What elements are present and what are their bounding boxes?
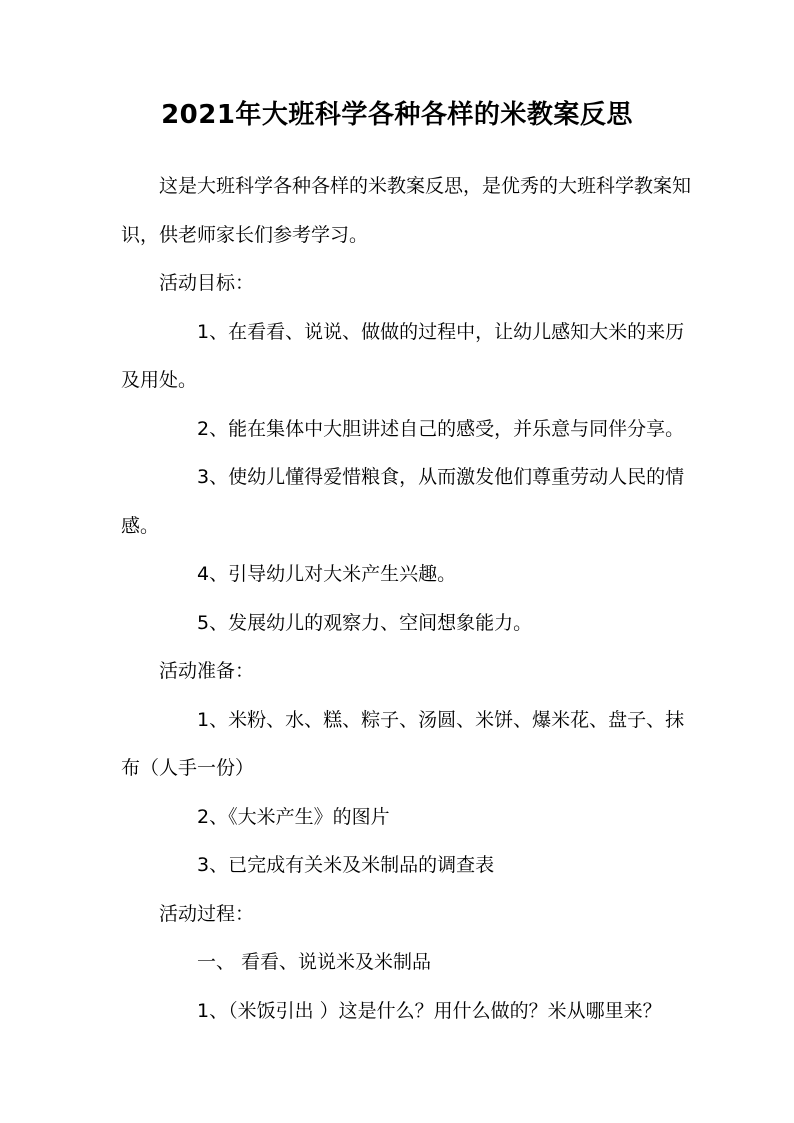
process-section-1: 一、 看看、说说米及米制品 xyxy=(197,951,432,973)
preparation-item-2: 2、《大米产生》的图片 xyxy=(197,805,390,828)
goal-item-2: 2、能在集体中大胆讲述自己的感受，并乐意与同伴分享。 xyxy=(197,417,685,440)
goal-item-1-line-1: 1、在看看、说说、做做的过程中，让幼儿感知大米的来历 xyxy=(197,320,685,343)
process-heading: 活动过程： xyxy=(159,902,255,925)
preparation-heading: 活动准备： xyxy=(159,660,255,682)
goals-heading: 活动目标： xyxy=(159,272,255,294)
intro-line-1: 这是大班科学各种各样的米教案反思，是优秀的大班科学教案知 xyxy=(159,175,692,197)
preparation-item-3: 3、已完成有关米及米制品的调查表 xyxy=(197,854,495,876)
document-title: 2021年大班科学各种各样的米教案反思 xyxy=(161,100,633,130)
goal-item-4: 4、引导幼儿对大米产生兴趣。 xyxy=(197,563,457,585)
document-body xyxy=(121,162,692,1035)
intro-line-2: 识，供老师家长们参考学习。 xyxy=(121,223,369,246)
goal-item-5: 5、发展幼儿的观察力、空间想象能力。 xyxy=(197,611,533,634)
process-step-1: 1、（米饭引出 ）这是什么？用什么做的？米从哪里来？ xyxy=(197,999,662,1022)
goal-item-1-line-2: 及用处。 xyxy=(121,369,198,391)
preparation-item-1-line-2: 布（人手一份） xyxy=(121,757,255,779)
goal-item-3-line-1: 3、使幼儿懂得爱惜粮食，从而激发他们尊重劳动人民的情 xyxy=(197,466,685,488)
goal-item-3-line-2: 感。 xyxy=(121,514,160,537)
preparation-item-1-line-1: 1、米粉、水、糕、粽子、汤圆、米饼、爆米花、盘子、抹 xyxy=(197,708,685,731)
